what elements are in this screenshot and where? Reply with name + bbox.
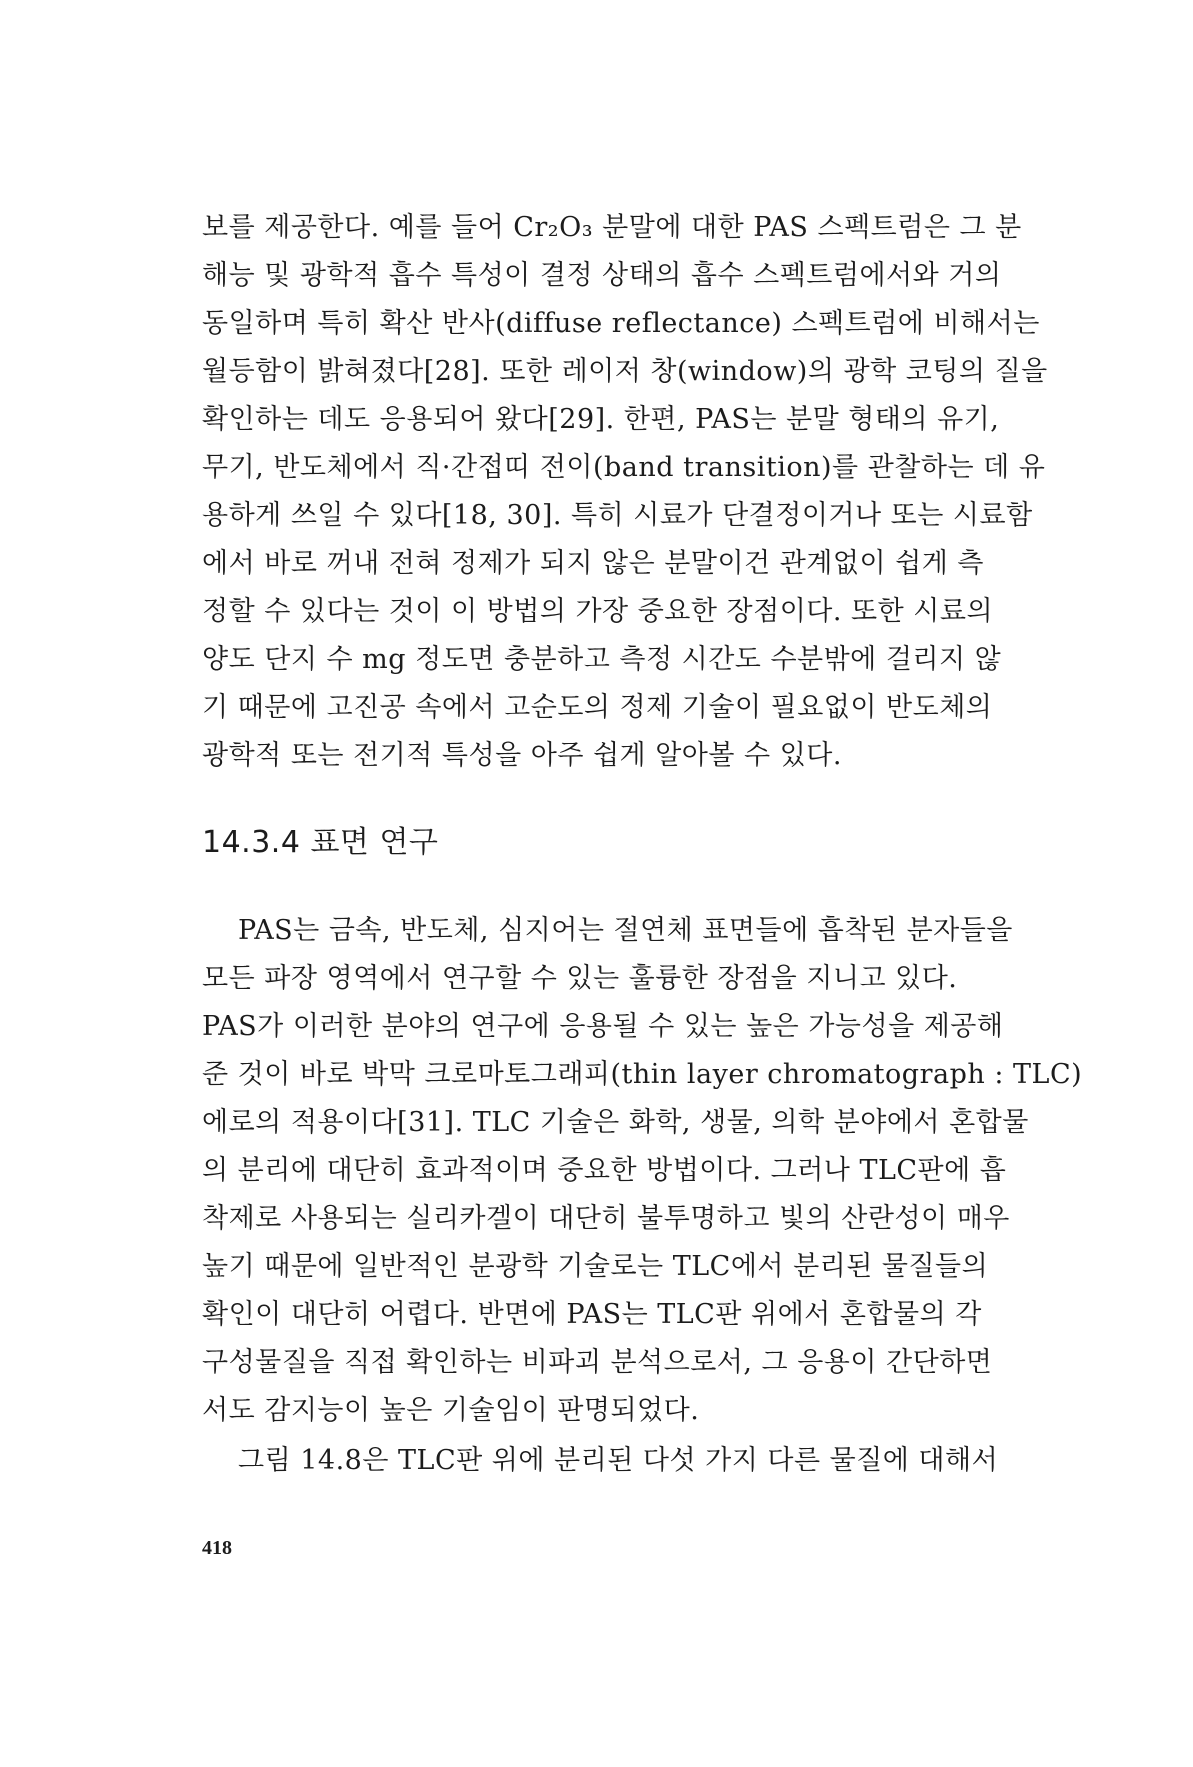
paragraph-line: 그림 14.8은 TLC판 위에 분리된 다섯 가지 다른 물질에 대해서 [238,1445,999,1476]
paragraph-line: 에로의 적용이다[31]. TLC 기술은 화학, 생물, 의학 분야에서 혼합물 [202,1107,1029,1138]
paragraph-line: 해능 및 광학적 흡수 특성이 결정 상태의 흡수 스펙트럼에서와 거의 [202,260,1002,291]
paragraph-line: 서도 감지능이 높은 기술임이 판명되었다. [202,1395,700,1426]
paragraph-line: 광학적 또는 전기적 특성을 아주 쉽게 알아볼 수 있다. [202,740,842,771]
paragraph-line: 준 것이 바로 박막 크로마토그래피(thin layer chromatograph : TLC) [202,1059,1083,1090]
paragraph-line: 착제로 사용되는 실리카겔이 대단히 불투명하고 빛의 산란성이 매우 [202,1203,1010,1234]
paragraph-line: 의 분리에 대단히 효과적이며 중요한 방법이다. 그러나 TLC판에 흡 [202,1155,1007,1186]
paragraph-line: 높기 때문에 일반적인 분광학 기술로는 TLC에서 분리된 물질들의 [202,1251,989,1282]
paragraph-line: 확인하는 데도 응용되어 왔다[29]. 한편, PAS는 분말 형태의 유기, [202,404,1000,435]
paragraph-line: 정할 수 있다는 것이 이 방법의 가장 중요한 장점이다. 또한 시료의 [202,596,994,627]
paragraph-line: 확인이 대단히 어렵다. 반면에 PAS는 TLC판 위에서 혼합물의 각 [202,1299,982,1330]
paragraph-line: 보를 제공한다. 예를 들어 Cr₂O₃ 분말에 대한 PAS 스펙트럼은 그 분 [202,212,1022,243]
page-number: 418 [202,1537,232,1559]
section-heading: 14.3.4 표면 연구 [202,825,439,860]
paragraph-line: 양도 단지 수 mg 정도면 충분하고 측정 시간도 수분밖에 걸리지 않 [202,644,1002,675]
paragraph-line: 에서 바로 꺼내 전혀 정제가 되지 않은 분말이건 관계없이 쉽게 측 [202,548,984,579]
paragraph-line: PAS가 이러한 분야의 연구에 응용될 수 있는 높은 가능성을 제공해 [202,1011,1004,1042]
paragraph-line: 모든 파장 영역에서 연구할 수 있는 훌륭한 장점을 지니고 있다. [202,963,958,994]
paragraph-line: 기 때문에 고진공 속에서 고순도의 정제 기술이 필요없이 반도체의 [202,692,993,723]
paragraph-line: 동일하며 특히 확산 반사(diffuse reflectance) 스펙트럼에 비해서는 [202,308,1040,339]
paragraph-line: 용하게 쓰일 수 있다[18, 30]. 특히 시료가 단결정이거나 또는 시료함 [202,500,1033,531]
paragraph-line: PAS는 금속, 반도체, 심지어는 절연체 표면들에 흡착된 분자들을 [238,915,1013,946]
paragraph-line: 무기, 반도체에서 직·간접띠 전이(band transition)를 관찰하는 데 유 [202,452,1046,483]
paragraph-line: 월등함이 밝혀졌다[28]. 또한 레이저 창(window)의 광학 코팅의 질을 [202,356,1048,387]
paragraph-line: 구성물질을 직접 확인하는 비파괴 분석으로서, 그 응용이 간단하면 [202,1347,993,1378]
